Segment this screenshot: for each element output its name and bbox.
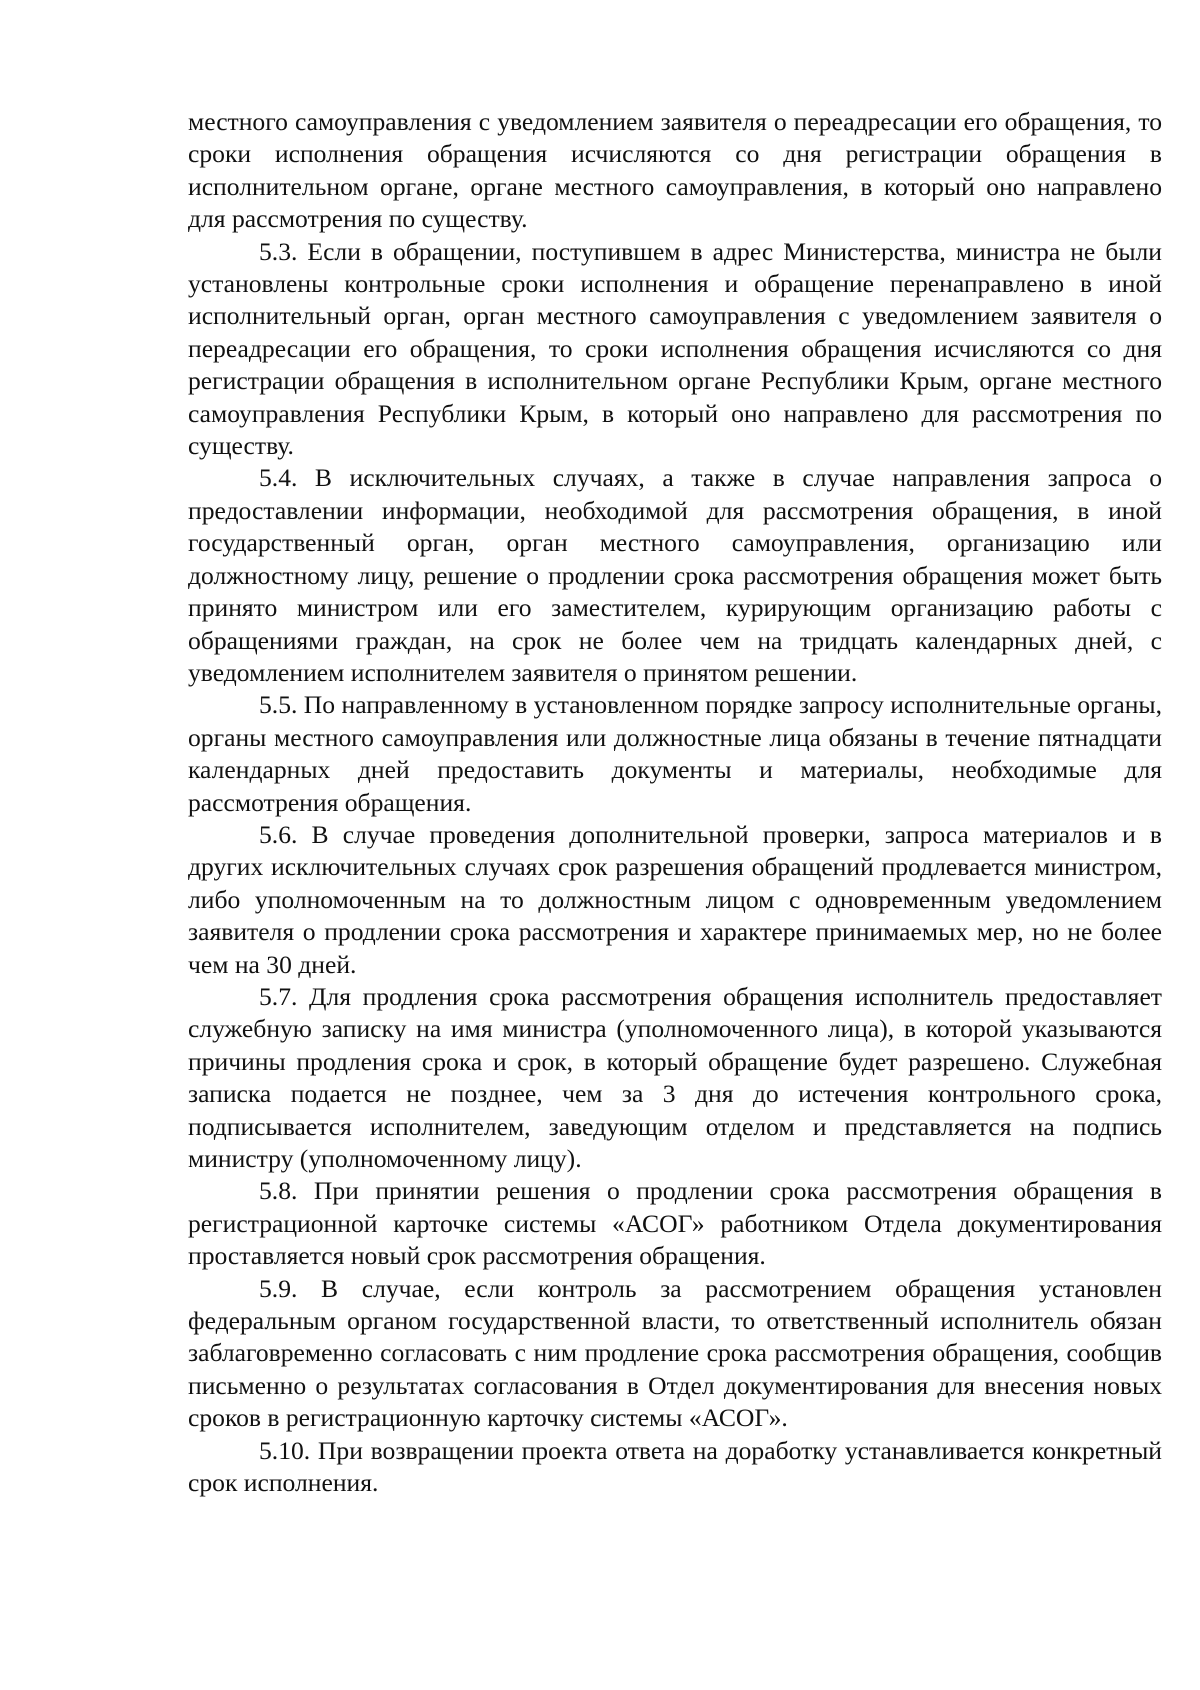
paragraph-5-5: 5.5. По направленному в установленном порядке запросу исполнительные органы, органы местного самоуправления или должностные лица обязаны в течение пятнадцати календарных дней предоставить документы и материалы, необходимые для рассмотрения обращения. — [188, 690, 1162, 817]
paragraph-5-7: 5.7. Для продления срока рассмотрения обращения исполнитель предоставляет служебную записку на имя министра (уполномоченного лица), в которой указываются причины продления срока и срок, в который обращение будет разрешено. Служебная записка подается не позднее, чем за 3 дня до истечения контрольного срока, подписывается исполнителем, заведующим отделом и представляется на подпись министру (уполномоченному лицу). — [188, 981, 1162, 1173]
paragraph-5-3: 5.3. Если в обращении, поступившем в адрес Министерства, министра не были установлены контрольные сроки исполнения и обращение перенаправлено в иной исполнительный орган, орган местного самоуправления с уведомлением заявителя о переадресации его обращения, то сроки исполнения обращения исчисляются со дня регистрации обращения в исполнительном органе Республики Крым, органе местного самоуправления Республики Крым, в который оно направлено для рассмотрения по существу. — [188, 236, 1162, 461]
document-body — [188, 106, 1162, 1499]
paragraph-5-4: 5.4. В исключительных случаях, а также в случае направления запроса о предоставлении информации, необходимой для рассмотрения обращения, в иной государственный орган, орган местного самоуправления, организацию или должностному лицу, решение о продлении срока рассмотрения обращения может быть принято министром или его заместителем, курирующим организацию работы с обращениями граждан, на срок не более чем на тридцать календарных дней, с уведомлением исполнителем заявителя о принятом решении. — [188, 463, 1162, 687]
paragraph-5-6: 5.6. В случае проведения дополнительной проверки, запроса материалов и в других исключительных случаях срок разрешения обращений продлевается министром, либо уполномоченным на то должностным лицом с одновременным уведомлением заявителя о продлении срока рассмотрения и характере принимаемых мер, но не более чем на 30 дней. — [188, 819, 1162, 979]
paragraph-continuation: местного самоуправления с уведомлением заявителя о переадресации его обращения, то сроки исполнения обращения исчисляются со дня регистрации обращения в исполнительном органе, органе местного самоуправления, в который оно направлено для рассмотрения по существу. — [188, 107, 1162, 234]
paragraph-5-9: 5.9. В случае, если контроль за рассмотрением обращения установлен федеральным органом государственной власти, то ответственный исполнитель обязан заблаговременно согласовать с ним продление срока рассмотрения обращения, сообщив письменно о результатах согласования в Отдел документирования для внесения новых сроков в регистрационную карточку системы «АСОГ». — [188, 1273, 1162, 1433]
paragraph-5-8: 5.8. При принятии решения о продлении срока рассмотрения обращения в регистрационной карточке системы «АСОГ» работником Отдела документирования проставляется новый срок рассмотрения обращения. — [188, 1176, 1162, 1271]
paragraph-5-10: 5.10. При возвращении проекта ответа на доработку устанавливается конкретный срок исполнения. — [188, 1435, 1162, 1498]
